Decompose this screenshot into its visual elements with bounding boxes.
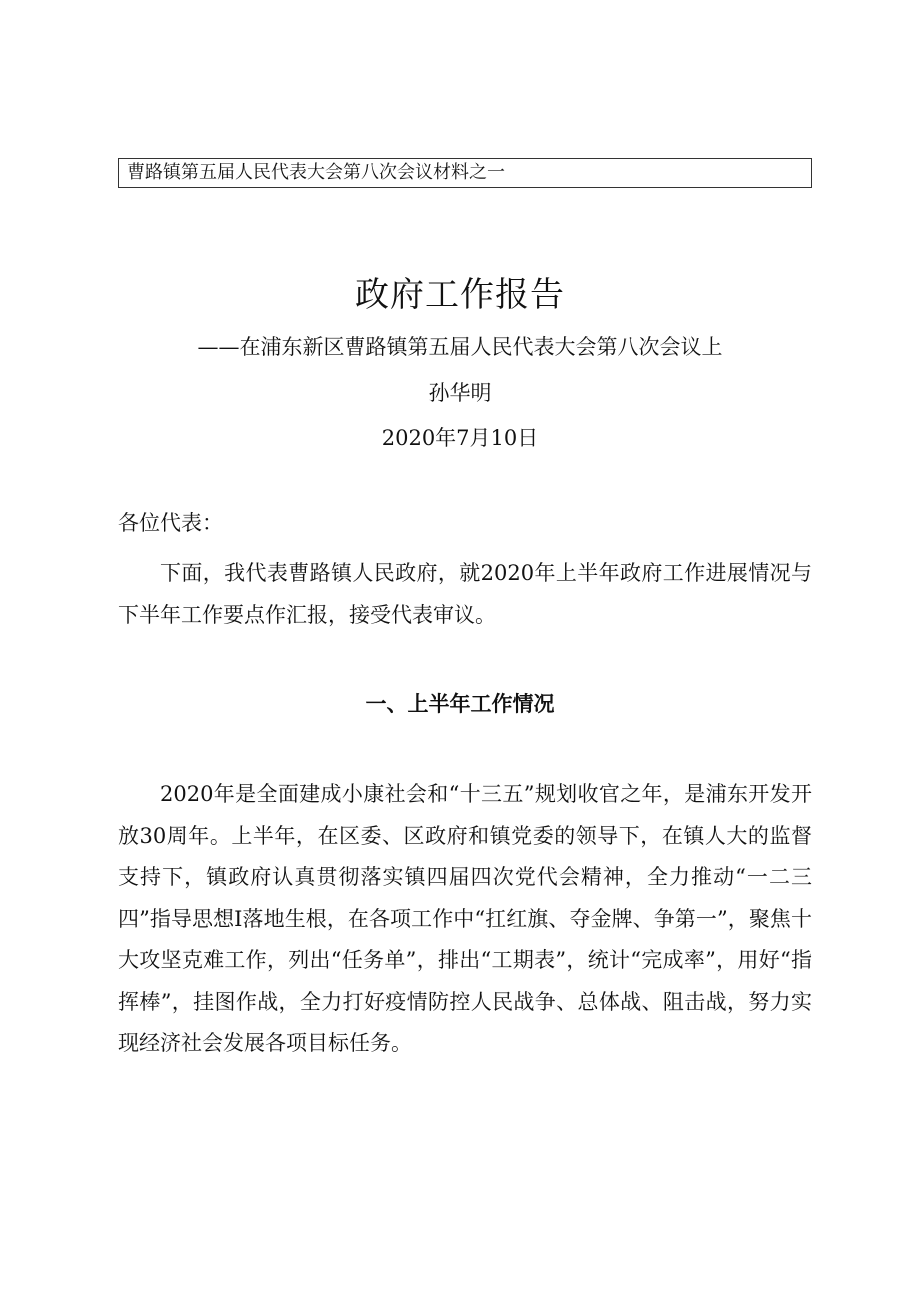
- document-title: 政府工作报告: [355, 275, 565, 315]
- section-heading: 一、上半年工作情况: [365, 691, 555, 716]
- body-paragraph: 2020年是全面建成小康社会和“十三五”规划收官之年，是浦东开发开放30周年。上半年，在区委、区政府和镇党委的领导下，在镇人大的监督支持下，镇政府认真贯彻落实镇四届四次党代会精神，全力推动“一二三四”指导思想I落地生根，在各项工作中“扛红旗、夺金牌、争第一”，聚焦十大攻坚克难工作，列出“任务单”，排出“工期表”，统计“完成率”，用好“指挥棒”，挂图作战，全力打好疫情防控人民战争、总体战、阻击战，努力实现经济社会发展各项目标任务。: [118, 782, 812, 1055]
- intro-paragraph: 下面，我代表曹路镇人民政府，就2020年上半年政府工作进展情况与下半年工作要点作汇报，接受代表审议。: [118, 561, 812, 627]
- author-name: 孙华明: [428, 381, 492, 405]
- salutation: 各位代表：: [118, 511, 223, 535]
- header-note-box: [118, 158, 812, 188]
- header-note: 曹路镇第五届人民代表大会第八次会议材料之一: [127, 162, 505, 183]
- document-date: 2020年7月10日: [381, 426, 539, 450]
- document-subtitle: ——在浦东新区曹路镇第五届人民代表大会第八次会议上: [197, 335, 723, 359]
